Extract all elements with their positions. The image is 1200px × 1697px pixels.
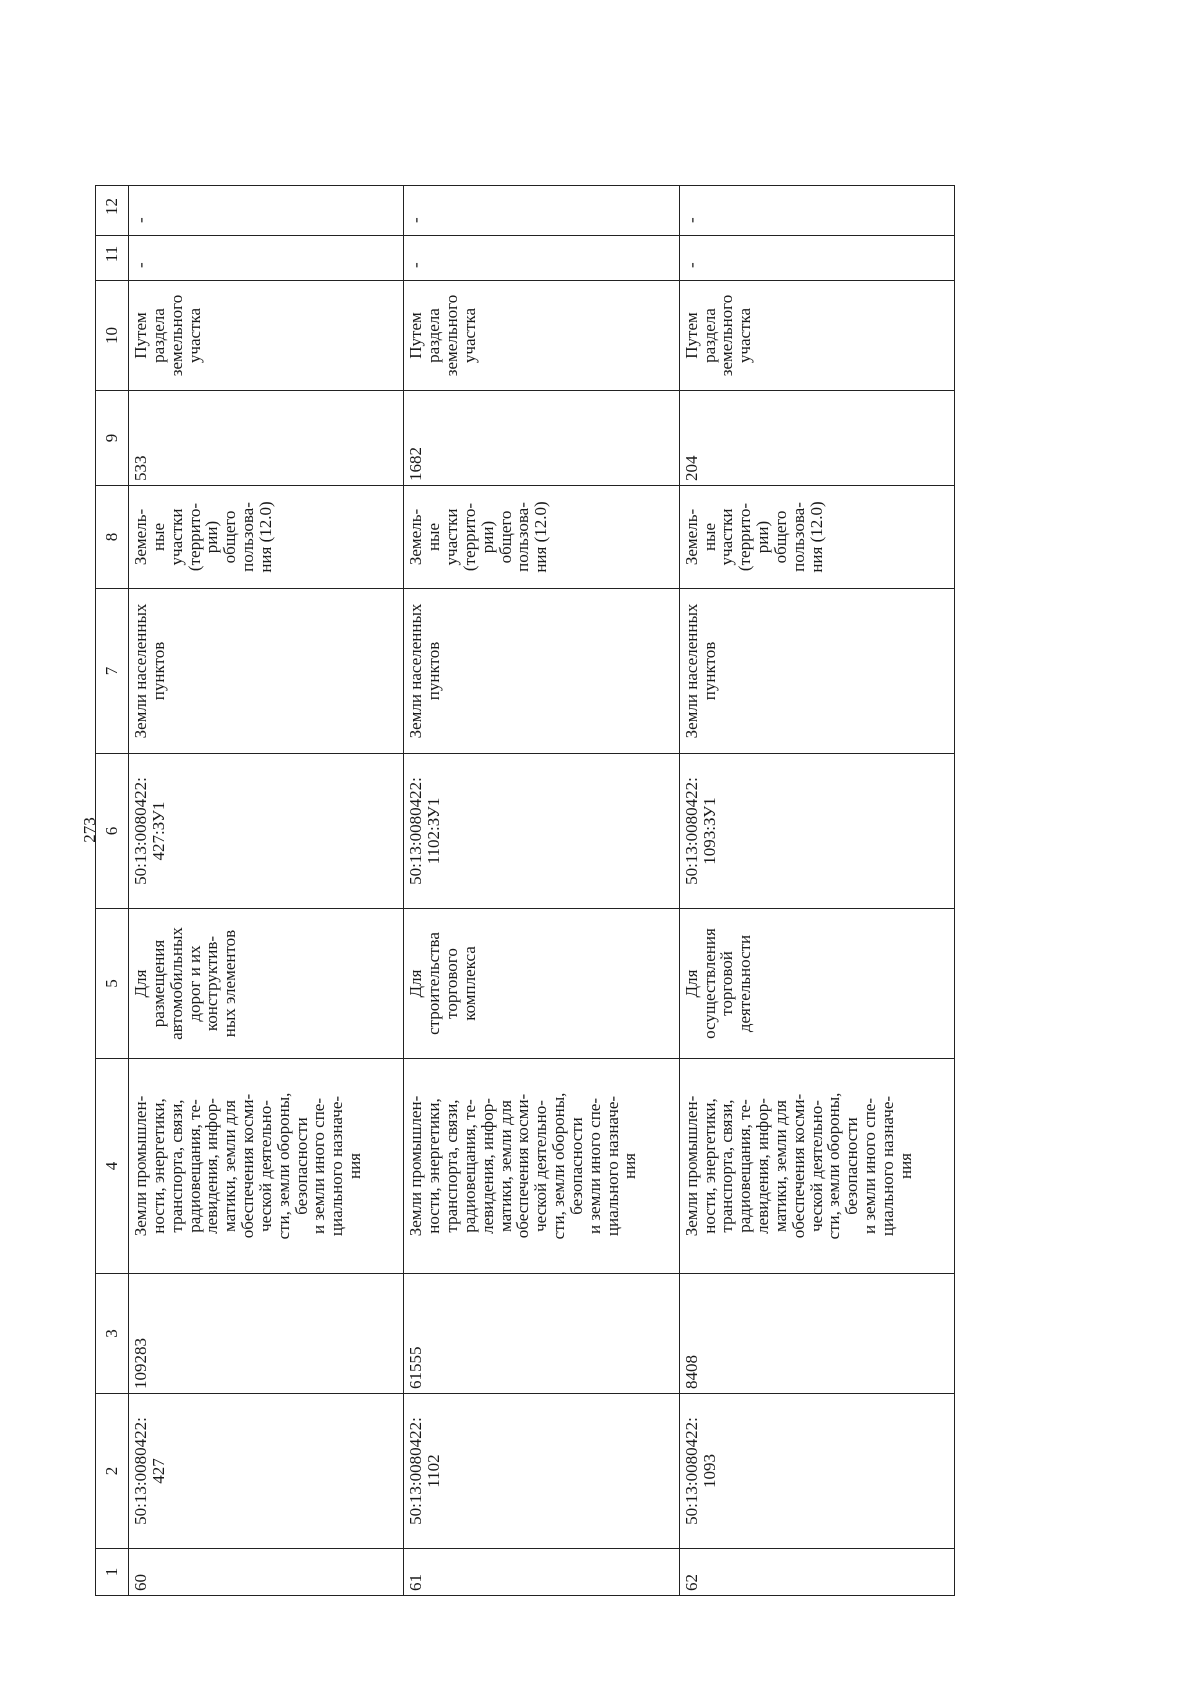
header-col-11: 11 [96,236,129,281]
cadastral-number: 50:13:0080422: 1102 [404,1394,679,1549]
header-col-3: 3 [96,1274,129,1394]
new-area: 204 [679,391,954,486]
formation-method: Путем раздела земельного участка [404,281,679,391]
header-col-2: 2 [96,1394,129,1549]
area: 8408 [679,1274,954,1394]
col-12-value: - [129,186,404,236]
header-col-10: 10 [96,281,129,391]
new-permitted-use: Земель- ные участки (террито- рии) общего пользова- ния (12.0) [129,486,404,589]
land-category: Земли промышлен- ности, энергетики, транспорта, связи, радиовещания, те- левидения, инфор- матики, земли для обеспечения косми- ческой деятельно- сти, земли обороны, безопасности и земли иного спе- циального назначе- ния [679,1059,954,1274]
header-col-1: 1 [96,1549,129,1596]
new-plot-number: 50:13:0080422: 427:ЗУ1 [129,754,404,909]
table-row [129,186,404,1596]
header-col-12: 12 [96,186,129,236]
land-plots-table [95,185,955,1596]
new-land-category: Земли населенных пунктов [404,589,679,754]
new-area: 533 [129,391,404,486]
formation-method: Путем раздела земельного участка [129,281,404,391]
page-number: 273 [80,817,99,843]
col-12-value: - [679,186,954,236]
header-col-6: 6 [96,754,129,909]
cadastral-number: 50:13:0080422: 1093 [679,1394,954,1549]
new-land-category: Земли населенных пунктов [129,589,404,754]
header-col-7: 7 [96,589,129,754]
header-row [96,186,129,1596]
row-number: 62 [679,1549,954,1596]
table-row [404,186,679,1596]
cadastral-number: 50:13:0080422: 427 [129,1394,404,1549]
area: 109283 [129,1274,404,1394]
header-col-8: 8 [96,486,129,589]
header-col-4: 4 [96,1059,129,1274]
row-number: 61 [404,1549,679,1596]
permitted-use: Для размещения автомобильных дорог и их конструктив- ных элементов [129,909,404,1059]
area: 61555 [404,1274,679,1394]
new-area: 1682 [404,391,679,486]
col-12-value: - [404,186,679,236]
table-body [129,186,955,1596]
new-plot-number: 50:13:0080422: 1093:ЗУ1 [679,754,954,909]
new-plot-number: 50:13:0080422: 1102:ЗУ1 [404,754,679,909]
land-plots-table-container [95,186,955,1596]
col-11-value: - [404,236,679,281]
table-row [679,186,954,1596]
permitted-use: Для осуществления торговой деятельности [679,909,954,1059]
land-category: Земли промышлен- ности, энергетики, транспорта, связи, радиовещания, те- левидения, инфор- матики, земли для обеспечения косми- ческой деятельно- сти, земли обороны, безопасности и земли иного спе- циального назначе- ния [129,1059,404,1274]
permitted-use: Для строительства торгового комплекса [404,909,679,1059]
new-permitted-use: Земель- ные участки (террито- рии) общего пользова- ния (12.0) [404,486,679,589]
col-11-value: - [679,236,954,281]
header-col-5: 5 [96,909,129,1059]
header-col-9: 9 [96,391,129,486]
land-category: Земли промышлен- ности, энергетики, транспорта, связи, радиовещания, те- левидения, инфор- матики, земли для обеспечения косми- ческой деятельно- сти, земли обороны, безопасности и земли иного спе- циального назначе- ния [404,1059,679,1274]
formation-method: Путем раздела земельного участка [679,281,954,391]
row-number: 60 [129,1549,404,1596]
col-11-value: - [129,236,404,281]
new-land-category: Земли населенных пунктов [679,589,954,754]
new-permitted-use: Земель- ные участки (террито- рии) общего пользова- ния (12.0) [679,486,954,589]
